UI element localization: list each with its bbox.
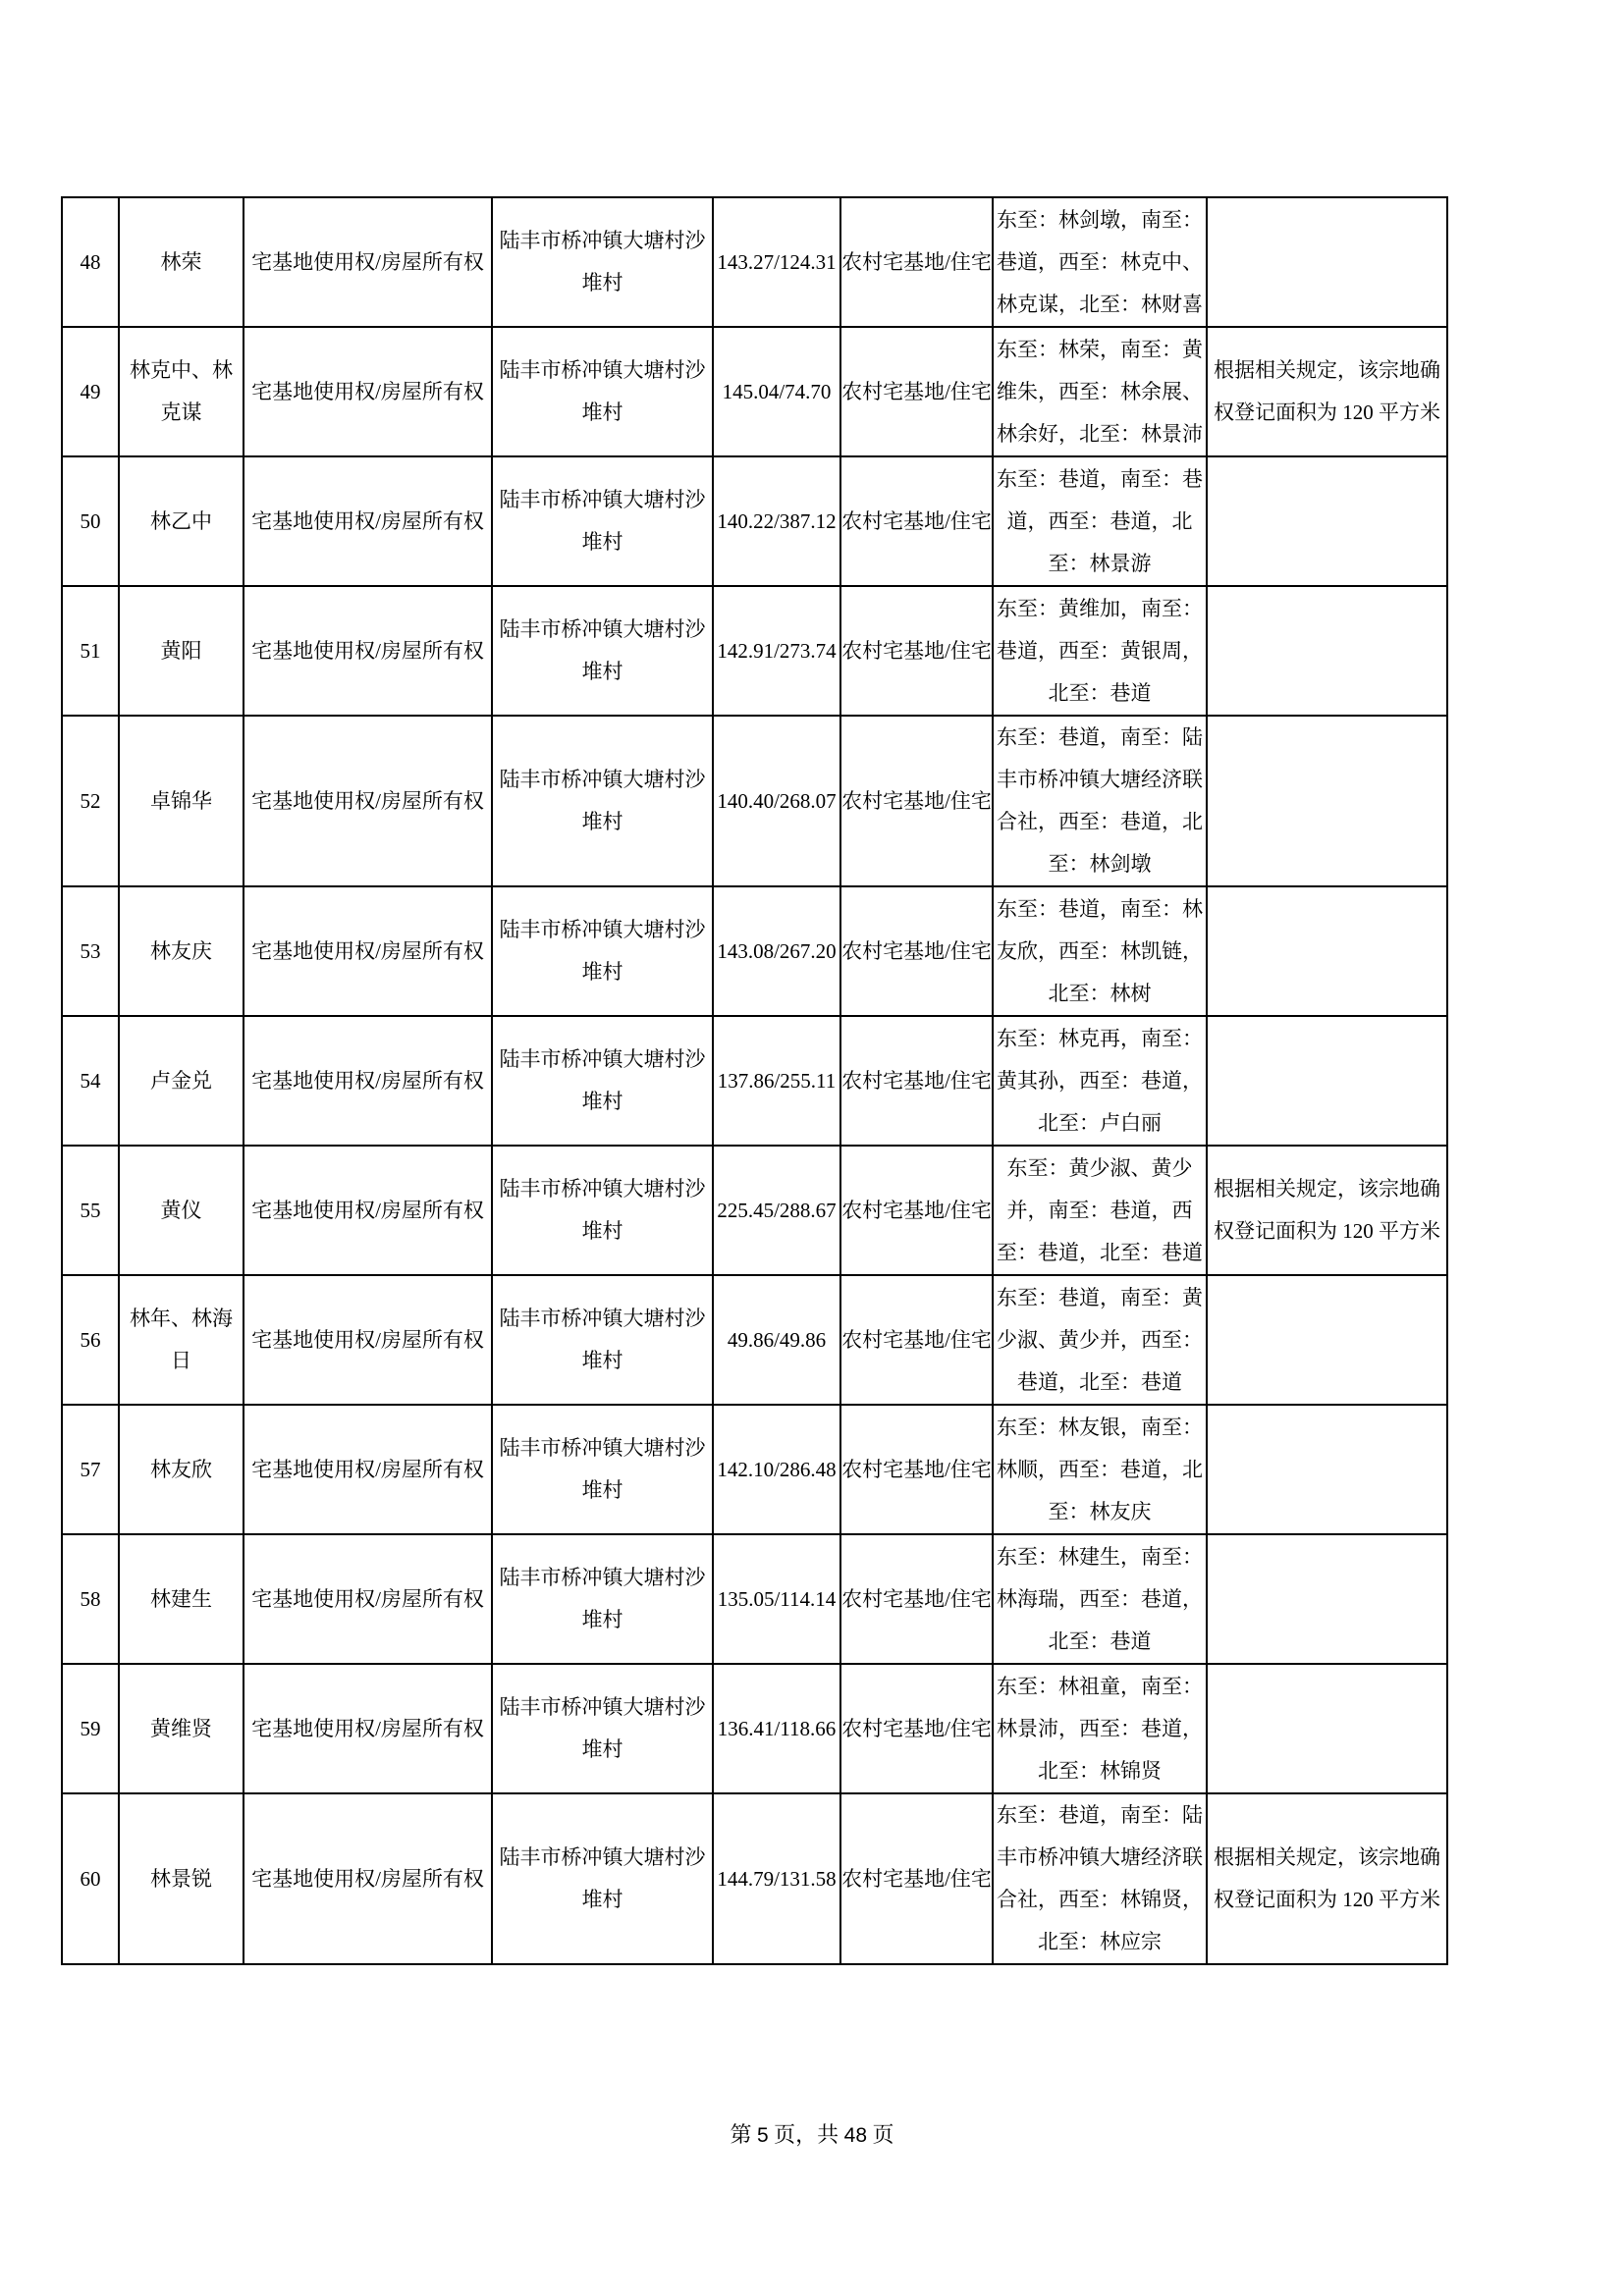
land-use-cell: 农村宅基地/住宅	[840, 1405, 993, 1534]
land-use-cell: 农村宅基地/住宅	[840, 886, 993, 1016]
area-cell: 145.04/74.70	[713, 327, 840, 456]
rights-type-cell: 宅基地使用权/房屋所有权	[244, 1664, 492, 1793]
boundaries-cell: 东至：林剑墩，南至：巷道，西至：林克中、林克谋，北至：林财喜	[993, 197, 1207, 327]
land-registration-table	[61, 196, 1448, 1965]
remarks-cell: 根据相关规定，该宗地确权登记面积为 120 平方米	[1207, 1793, 1447, 1964]
table-row	[62, 1664, 1447, 1793]
area-cell: 144.79/131.58	[713, 1793, 840, 1964]
owner-name-cell: 卓锦华	[119, 716, 244, 886]
location-cell: 陆丰市桥冲镇大塘村沙堆村	[492, 586, 713, 716]
rights-type-cell: 宅基地使用权/房屋所有权	[244, 1534, 492, 1664]
land-use-cell: 农村宅基地/住宅	[840, 327, 993, 456]
row-number-cell: 56	[62, 1275, 119, 1405]
table-row	[62, 1016, 1447, 1146]
area-cell: 137.86/255.11	[713, 1016, 840, 1146]
boundaries-cell: 东至：巷道，南至：林友欣，西至：林凯链，北至：林树	[993, 886, 1207, 1016]
row-number-cell: 60	[62, 1793, 119, 1964]
owner-name-cell: 黄阳	[119, 586, 244, 716]
area-cell: 49.86/49.86	[713, 1275, 840, 1405]
rights-type-cell: 宅基地使用权/房屋所有权	[244, 327, 492, 456]
location-cell: 陆丰市桥冲镇大塘村沙堆村	[492, 1016, 713, 1146]
owner-name-cell: 林年、林海日	[119, 1275, 244, 1405]
table-row	[62, 1146, 1447, 1275]
remarks-cell	[1207, 1405, 1447, 1534]
total-pages: 48	[843, 2124, 868, 2147]
table-row	[62, 886, 1447, 1016]
location-cell: 陆丰市桥冲镇大塘村沙堆村	[492, 886, 713, 1016]
rights-type-cell: 宅基地使用权/房屋所有权	[244, 586, 492, 716]
rights-type-cell: 宅基地使用权/房屋所有权	[244, 886, 492, 1016]
table-row	[62, 1405, 1447, 1534]
owner-name-cell: 林乙中	[119, 456, 244, 586]
remarks-cell	[1207, 716, 1447, 886]
row-number-cell: 48	[62, 197, 119, 327]
owner-name-cell: 林景锐	[119, 1793, 244, 1964]
table-row	[62, 586, 1447, 716]
area-cell: 140.40/268.07	[713, 716, 840, 886]
rights-type-cell: 宅基地使用权/房屋所有权	[244, 197, 492, 327]
land-use-cell: 农村宅基地/住宅	[840, 1016, 993, 1146]
boundaries-cell: 东至：林建生，南至：林海瑞，西至：巷道，北至：巷道	[993, 1534, 1207, 1664]
rights-type-cell: 宅基地使用权/房屋所有权	[244, 1793, 492, 1964]
footer-page-suffix: 页	[867, 2122, 894, 2147]
boundaries-cell: 东至：林祖童，南至：林景沛，西至：巷道，北至：林锦贤	[993, 1664, 1207, 1793]
boundaries-cell: 东至：巷道，南至：陆丰市桥冲镇大塘经济联合社，西至：巷道，北至：林剑墩	[993, 716, 1207, 886]
row-number-cell: 55	[62, 1146, 119, 1275]
land-use-cell: 农村宅基地/住宅	[840, 716, 993, 886]
rights-type-cell: 宅基地使用权/房屋所有权	[244, 1275, 492, 1405]
owner-name-cell: 黄维贤	[119, 1664, 244, 1793]
boundaries-cell: 东至：巷道，南至：陆丰市桥冲镇大塘经济联合社，西至：林锦贤，北至：林应宗	[993, 1793, 1207, 1964]
land-use-cell: 农村宅基地/住宅	[840, 1146, 993, 1275]
boundaries-cell: 东至：巷道，南至：巷道，西至：巷道，北至：林景游	[993, 456, 1207, 586]
location-cell: 陆丰市桥冲镇大塘村沙堆村	[492, 716, 713, 886]
owner-name-cell: 林友欣	[119, 1405, 244, 1534]
row-number-cell: 58	[62, 1534, 119, 1664]
land-use-cell: 农村宅基地/住宅	[840, 1275, 993, 1405]
remarks-cell	[1207, 1534, 1447, 1664]
row-number-cell: 54	[62, 1016, 119, 1146]
page-footer	[0, 2120, 1624, 2151]
table-row	[62, 716, 1447, 886]
area-cell: 142.10/286.48	[713, 1405, 840, 1534]
table-row	[62, 1534, 1447, 1664]
table-row	[62, 1275, 1447, 1405]
remarks-cell	[1207, 1664, 1447, 1793]
row-number-cell: 57	[62, 1405, 119, 1534]
table-row	[62, 197, 1447, 327]
area-cell: 225.45/288.67	[713, 1146, 840, 1275]
land-use-cell: 农村宅基地/住宅	[840, 197, 993, 327]
area-cell: 136.41/118.66	[713, 1664, 840, 1793]
remarks-cell	[1207, 1016, 1447, 1146]
location-cell: 陆丰市桥冲镇大塘村沙堆村	[492, 1793, 713, 1964]
location-cell: 陆丰市桥冲镇大塘村沙堆村	[492, 1534, 713, 1664]
remarks-cell: 根据相关规定，该宗地确权登记面积为 120 平方米	[1207, 327, 1447, 456]
owner-name-cell: 林建生	[119, 1534, 244, 1664]
location-cell: 陆丰市桥冲镇大塘村沙堆村	[492, 327, 713, 456]
land-use-cell: 农村宅基地/住宅	[840, 1534, 993, 1664]
area-cell: 143.27/124.31	[713, 197, 840, 327]
boundaries-cell: 东至：林荣，南至：黄维朱，西至：林余展、林余好，北至：林景沛	[993, 327, 1207, 456]
remarks-cell	[1207, 197, 1447, 327]
row-number-cell: 49	[62, 327, 119, 456]
remarks-cell	[1207, 886, 1447, 1016]
rights-type-cell: 宅基地使用权/房屋所有权	[244, 1016, 492, 1146]
footer-page-middle: 页，共	[768, 2122, 844, 2147]
location-cell: 陆丰市桥冲镇大塘村沙堆村	[492, 1275, 713, 1405]
area-cell: 143.08/267.20	[713, 886, 840, 1016]
boundaries-cell: 东至：林友银，南至：林顺，西至：巷道，北至：林友庆	[993, 1405, 1207, 1534]
area-cell: 140.22/387.12	[713, 456, 840, 586]
boundaries-cell: 东至：巷道，南至：黄少淑、黄少并，西至：巷道，北至：巷道	[993, 1275, 1207, 1405]
remarks-cell	[1207, 1275, 1447, 1405]
owner-name-cell: 林克中、林克谋	[119, 327, 244, 456]
remarks-cell: 根据相关规定，该宗地确权登记面积为 120 平方米	[1207, 1146, 1447, 1275]
location-cell: 陆丰市桥冲镇大塘村沙堆村	[492, 456, 713, 586]
footer-page-prefix: 第	[730, 2122, 757, 2147]
owner-name-cell: 林荣	[119, 197, 244, 327]
table-row	[62, 1793, 1447, 1964]
table-row	[62, 327, 1447, 456]
row-number-cell: 52	[62, 716, 119, 886]
row-number-cell: 50	[62, 456, 119, 586]
row-number-cell: 51	[62, 586, 119, 716]
rights-type-cell: 宅基地使用权/房屋所有权	[244, 716, 492, 886]
remarks-cell	[1207, 456, 1447, 586]
land-use-cell: 农村宅基地/住宅	[840, 456, 993, 586]
row-number-cell: 59	[62, 1664, 119, 1793]
table-row	[62, 456, 1447, 586]
owner-name-cell: 卢金兑	[119, 1016, 244, 1146]
row-number-cell: 53	[62, 886, 119, 1016]
remarks-cell	[1207, 586, 1447, 716]
location-cell: 陆丰市桥冲镇大塘村沙堆村	[492, 1405, 713, 1534]
rights-type-cell: 宅基地使用权/房屋所有权	[244, 456, 492, 586]
land-use-cell: 农村宅基地/住宅	[840, 1664, 993, 1793]
location-cell: 陆丰市桥冲镇大塘村沙堆村	[492, 1664, 713, 1793]
boundaries-cell: 东至：黄少淑、黄少并，南至：巷道，西至：巷道，北至：巷道	[993, 1146, 1207, 1275]
area-cell: 142.91/273.74	[713, 586, 840, 716]
owner-name-cell: 黄仪	[119, 1146, 244, 1275]
boundaries-cell: 东至：黄维加，南至：巷道，西至：黄银周，北至：巷道	[993, 586, 1207, 716]
rights-type-cell: 宅基地使用权/房屋所有权	[244, 1405, 492, 1534]
boundaries-cell: 东至：林克再，南至：黄其孙，西至：巷道，北至：卢白丽	[993, 1016, 1207, 1146]
area-cell: 135.05/114.14	[713, 1534, 840, 1664]
location-cell: 陆丰市桥冲镇大塘村沙堆村	[492, 197, 713, 327]
location-cell: 陆丰市桥冲镇大塘村沙堆村	[492, 1146, 713, 1275]
owner-name-cell: 林友庆	[119, 886, 244, 1016]
land-use-cell: 农村宅基地/住宅	[840, 586, 993, 716]
page-number: 5	[756, 2124, 769, 2147]
land-use-cell: 农村宅基地/住宅	[840, 1793, 993, 1964]
rights-type-cell: 宅基地使用权/房屋所有权	[244, 1146, 492, 1275]
